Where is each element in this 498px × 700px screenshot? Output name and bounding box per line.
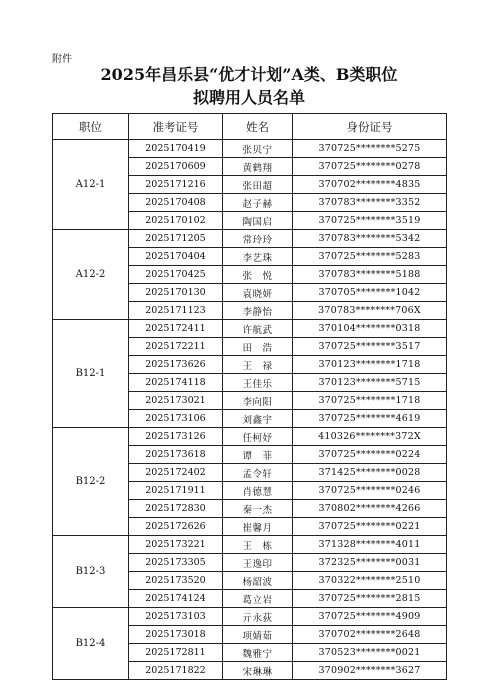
id-number-cell: 370783********3352: [293, 194, 447, 212]
name-cell: 崔馨月: [223, 518, 293, 536]
name-cell: 杨韶波: [223, 572, 293, 590]
exam-number-cell: 2025173021: [129, 392, 223, 410]
table-row: [53, 428, 447, 446]
id-number-cell: 370705********1042: [293, 284, 447, 302]
id-number-cell: 370802********4266: [293, 500, 447, 518]
exam-number-cell: 2025170425: [129, 266, 223, 284]
table-row: [53, 230, 447, 248]
exam-number-cell: 2025173221: [129, 536, 223, 554]
exam-number-cell: 2025172830: [129, 500, 223, 518]
id-number-cell: 370725********0224: [293, 446, 447, 464]
name-cell: 田 浩: [223, 338, 293, 356]
table-header-row: [53, 114, 447, 140]
attachment-label: 附件: [52, 54, 72, 65]
name-cell: 任柯妤: [223, 428, 293, 446]
id-number-cell: 370104********0318: [293, 320, 447, 338]
position-cell: B12-4: [53, 608, 129, 680]
name-cell: 项婧茹: [223, 626, 293, 644]
exam-number-cell: 2025172402: [129, 464, 223, 482]
exam-number-cell: 2025174124: [129, 590, 223, 608]
name-cell: 赵子赫: [223, 194, 293, 212]
exam-number-cell: 2025170419: [129, 140, 223, 158]
table-body: [53, 140, 447, 680]
position-cell: B12-2: [53, 428, 129, 536]
exam-number-cell: 2025171123: [129, 302, 223, 320]
id-number-cell: 370523********0021: [293, 644, 447, 662]
exam-number-cell: 2025171911: [129, 482, 223, 500]
exam-number-cell: 2025170102: [129, 212, 223, 230]
table-row: [53, 608, 447, 626]
name-cell: 李艺珠: [223, 248, 293, 266]
exam-number-cell: 2025170404: [129, 248, 223, 266]
name-cell: 陶国启: [223, 212, 293, 230]
id-number-cell: 372325********0031: [293, 554, 447, 572]
id-number-cell: 371425********0028: [293, 464, 447, 482]
name-cell: 许航武: [223, 320, 293, 338]
exam-number-cell: 2025172811: [129, 644, 223, 662]
exam-number-cell: 2025173626: [129, 356, 223, 374]
name-cell: 魏雅宁: [223, 644, 293, 662]
name-cell: 李向阳: [223, 392, 293, 410]
name-cell: 黄鹤翔: [223, 158, 293, 176]
exam-number-cell: 2025173520: [129, 572, 223, 590]
id-number-cell: 371328********4011: [293, 536, 447, 554]
name-cell: 袁晓妍: [223, 284, 293, 302]
exam-number-cell: 2025171216: [129, 176, 223, 194]
position-cell: B12-1: [53, 320, 129, 428]
name-cell: 王 栋: [223, 536, 293, 554]
id-number-cell: 370725********3517: [293, 338, 447, 356]
name-cell: 张田超: [223, 176, 293, 194]
id-number-cell: 370725********4619: [293, 410, 447, 428]
table-row: [53, 320, 447, 338]
id-number-cell: 370123********1718: [293, 356, 447, 374]
exam-number-cell: 2025173305: [129, 554, 223, 572]
header-position: 职位: [53, 114, 129, 140]
name-cell: 亓永荻: [223, 608, 293, 626]
id-number-cell: 370725********2815: [293, 590, 447, 608]
exam-number-cell: 2025171205: [129, 230, 223, 248]
exam-number-cell: 2025172626: [129, 518, 223, 536]
id-number-cell: 370783********5188: [293, 266, 447, 284]
id-number-cell: 370123********5715: [293, 374, 447, 392]
exam-number-cell: 2025170609: [129, 158, 223, 176]
name-cell: 孟令轩: [223, 464, 293, 482]
id-number-cell: 370725********0221: [293, 518, 447, 536]
name-cell: 张贝宁: [223, 140, 293, 158]
id-number-cell: 370702********4835: [293, 176, 447, 194]
name-cell: 常玲玲: [223, 230, 293, 248]
exam-number-cell: 2025170130: [129, 284, 223, 302]
id-number-cell: 370902********3627: [293, 662, 447, 680]
name-cell: 葛立岩: [223, 590, 293, 608]
id-number-cell: 370725********3519: [293, 212, 447, 230]
name-cell: 王佳乐: [223, 374, 293, 392]
id-number-cell: 370702********2648: [293, 626, 447, 644]
position-cell: A12-1: [53, 140, 129, 230]
id-number-cell: 370725********1718: [293, 392, 447, 410]
table-row: [53, 140, 447, 158]
name-cell: 张 悦: [223, 266, 293, 284]
name-cell: 王 禄: [223, 356, 293, 374]
exam-number-cell: 2025171822: [129, 662, 223, 680]
name-cell: 秦一杰: [223, 500, 293, 518]
name-cell: 宋琳琳: [223, 662, 293, 680]
exam-number-cell: 2025170408: [129, 194, 223, 212]
id-number-cell: 370725********5283: [293, 248, 447, 266]
header-exam-number: 准考证号: [129, 114, 223, 140]
position-cell: B12-3: [53, 536, 129, 608]
table-row: [53, 536, 447, 554]
exam-number-cell: 2025172411: [129, 320, 223, 338]
header-name: 姓名: [223, 114, 293, 140]
exam-number-cell: 2025173103: [129, 608, 223, 626]
page-subtitle: 拟聘用人员名单: [192, 88, 305, 107]
id-number-cell: 370725********0246: [293, 482, 447, 500]
id-number-cell: 370322********2510: [293, 572, 447, 590]
id-number-cell: 370725********5275: [293, 140, 447, 158]
exam-number-cell: 2025173018: [129, 626, 223, 644]
page-title: 2025年昌乐县“优才计划”A类、B类职位: [100, 65, 398, 84]
id-number-cell: 410326********372X: [293, 428, 447, 446]
id-number-cell: 370725********0278: [293, 158, 447, 176]
exam-number-cell: 2025172211: [129, 338, 223, 356]
id-number-cell: 370725********4909: [293, 608, 447, 626]
name-cell: 李静怡: [223, 302, 293, 320]
name-cell: 刘鑫宇: [223, 410, 293, 428]
name-cell: 王逸印: [223, 554, 293, 572]
exam-number-cell: 2025174118: [129, 374, 223, 392]
header-id-number: 身份证号: [293, 114, 447, 140]
exam-number-cell: 2025173126: [129, 428, 223, 446]
name-cell: 肖德慧: [223, 482, 293, 500]
name-cell: 谭 菲: [223, 446, 293, 464]
exam-number-cell: 2025173106: [129, 410, 223, 428]
position-cell: A12-2: [53, 230, 129, 320]
id-number-cell: 370783********706X: [293, 302, 447, 320]
id-number-cell: 370783********5342: [293, 230, 447, 248]
hire-list-table: [52, 113, 447, 680]
exam-number-cell: 2025173618: [129, 446, 223, 464]
